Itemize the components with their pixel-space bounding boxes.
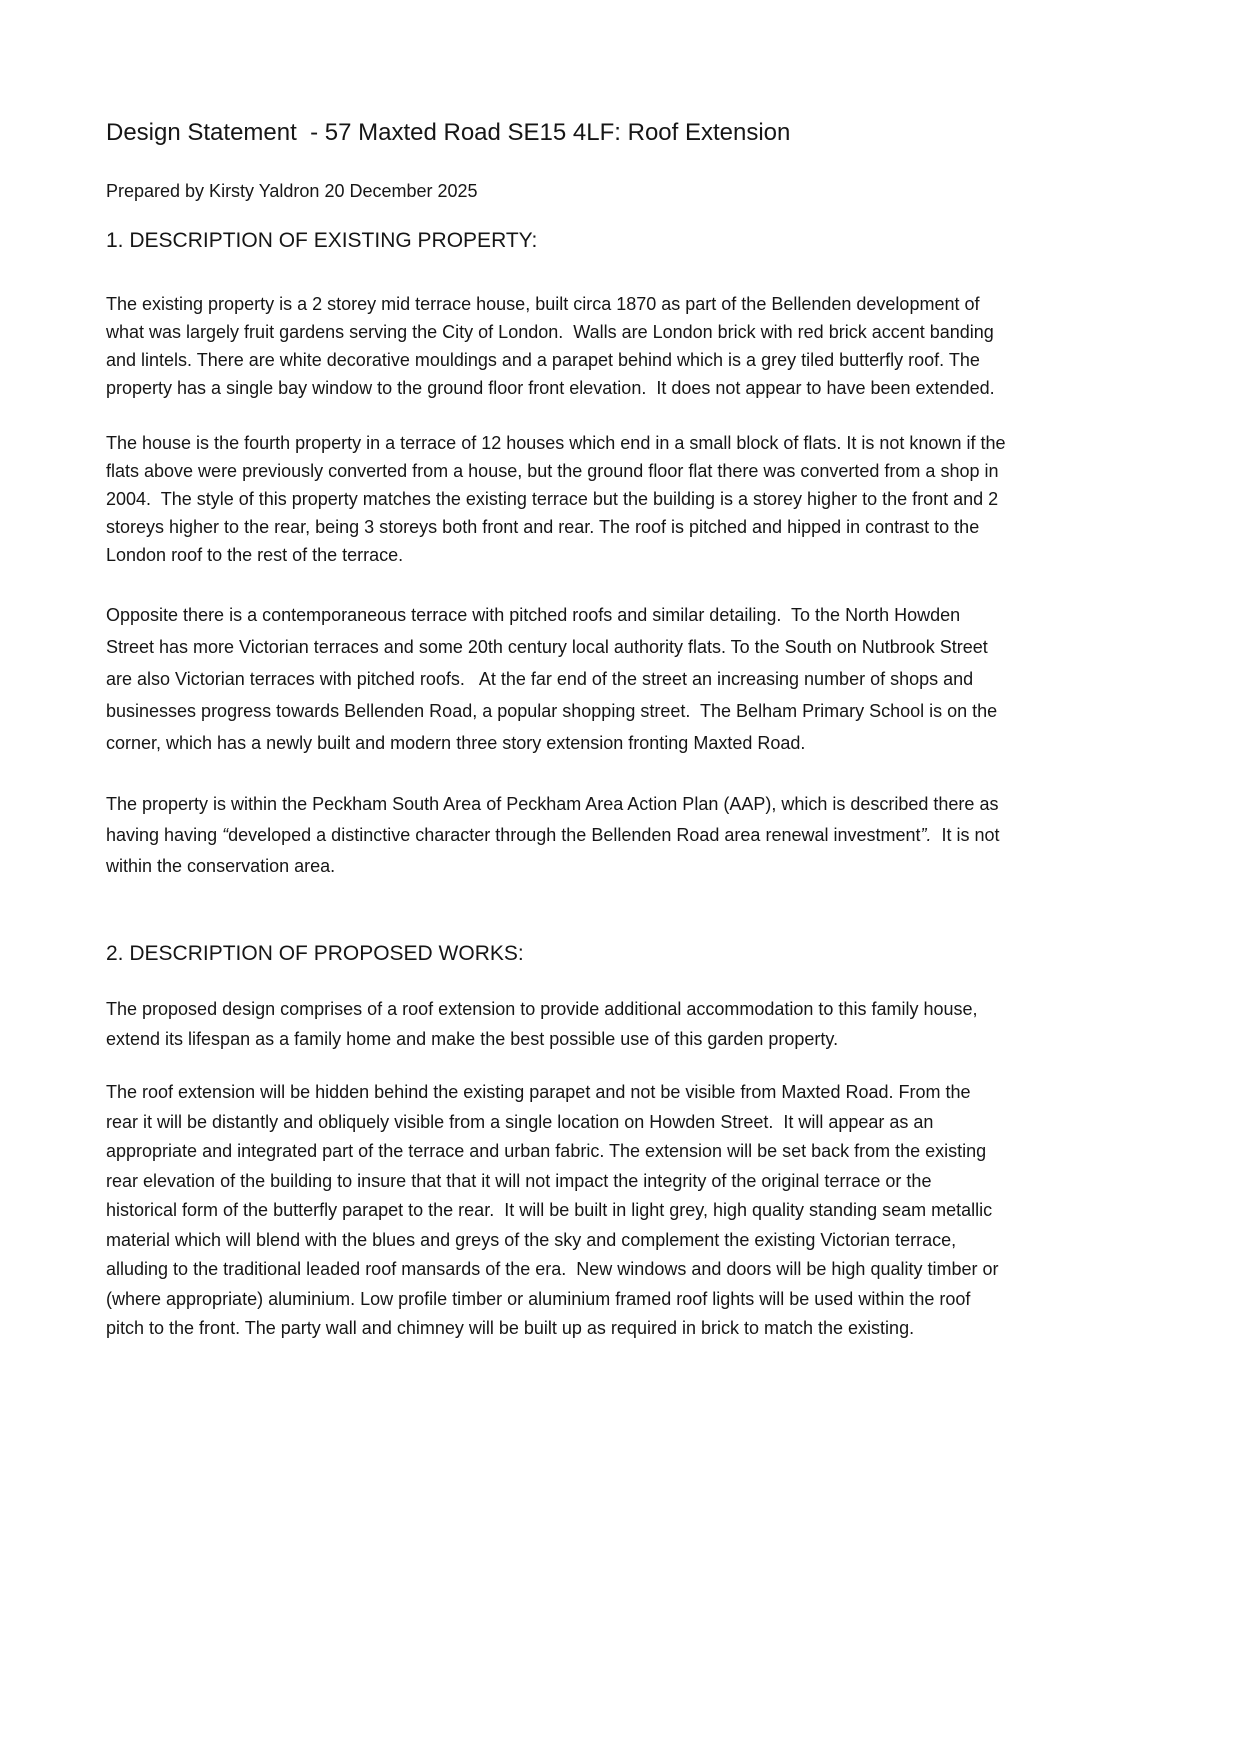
paragraph-existing-4 (106, 789, 1006, 882)
section-heading-proposed-works: 2. DESCRIPTION OF PROPOSED WORKS: (106, 942, 524, 965)
paragraph-text: The property is within the Peckham South Area of Peckham Area Action Plan (AAP), which is described there as having having (106, 794, 1004, 845)
page-title: Design Statement - 57 Maxted Road SE15 4LF: Roof Extension (106, 119, 791, 146)
paragraph-proposed-2: The roof extension will be hidden behind the existing parapet and not be visible from Maxted Road. From the rear it will be distantly and obliquely visible from a single location on Howden Street. It will appear as an appropriate and integrated part of the terrace and urban fabric. The extension will be set back from the existing rear elevation of the building to insure that that it will not impact the integrity of the original terrace or the historical form of the butterfly parapet to the rear. It will be built in light grey, high quality standing seam metallic material which will blend with the blues and greys of the sky and complement the existing Victorian terrace, alluding to the traditional leaded roof mansards of the era. New windows and doors will be high quality timber or (where appropriate) aluminium. Low profile timber or aluminium framed roof lights will be used within the roof pitch to the front. The party wall and chimney will be built up as required in brick to match the existing. (106, 1082, 1004, 1338)
byline: Prepared by Kirsty Yaldron 20 December 2025 (106, 181, 478, 201)
section-heading-existing-property: 1. DESCRIPTION OF EXISTING PROPERTY: (106, 229, 538, 252)
paragraph-text: It is not within the conservation area. (106, 825, 1005, 876)
paragraph-existing-3: Opposite there is a contemporaneous terrace with pitched roofs and similar detailing. To the North Howden Street has more Victorian terraces and some 20th century local authority flats. To the South on Nutbrook Street are also Victorian terraces with pitched roofs. At the far end of the street an increasing number of shops and businesses progress towards Bellenden Road, a popular shopping street. The Belham Primary School is on the corner, which has a newly built and modern three story extension fronting Maxted Road. (106, 605, 1003, 753)
paragraph-proposed-1: The proposed design comprises of a roof extension to provide additional accommodation to this family house, extend its lifespan as a family home and make the best possible use of this garden property. (106, 999, 983, 1049)
document-content (106, 118, 1011, 1344)
quoted-text: developed a distinctive character through the Bellenden Road area renewal investment (228, 825, 921, 845)
paragraph-existing-1: The existing property is a 2 storey mid terrace house, built circa 1870 as part of the Bellenden development of what was largely fruit gardens serving the City of London. Walls are London brick with red brick accent banding and lintels. There are white decorative mouldings and a parapet behind which is a grey tiled butterfly roof. The property has a single bay window to the ground floor front elevation. It does not appear to have been extended. (106, 294, 999, 398)
paragraph-existing-2: The house is the fourth property in a terrace of 12 houses which end in a small block of flats. It is not known if the flats above were previously converted from a house, but the ground floor flat there was converted from a shop in 2004. The style of this property matches the existing terrace but the building is a storey higher to the front and 2 storeys higher to the rear, being 3 storeys both front and rear. The roof is pitched and hipped in contrast to the London roof to the rest of the terrace. (106, 433, 1011, 565)
open-quote-mark: “ (222, 825, 229, 845)
close-quote-mark: ”. (920, 825, 932, 845)
